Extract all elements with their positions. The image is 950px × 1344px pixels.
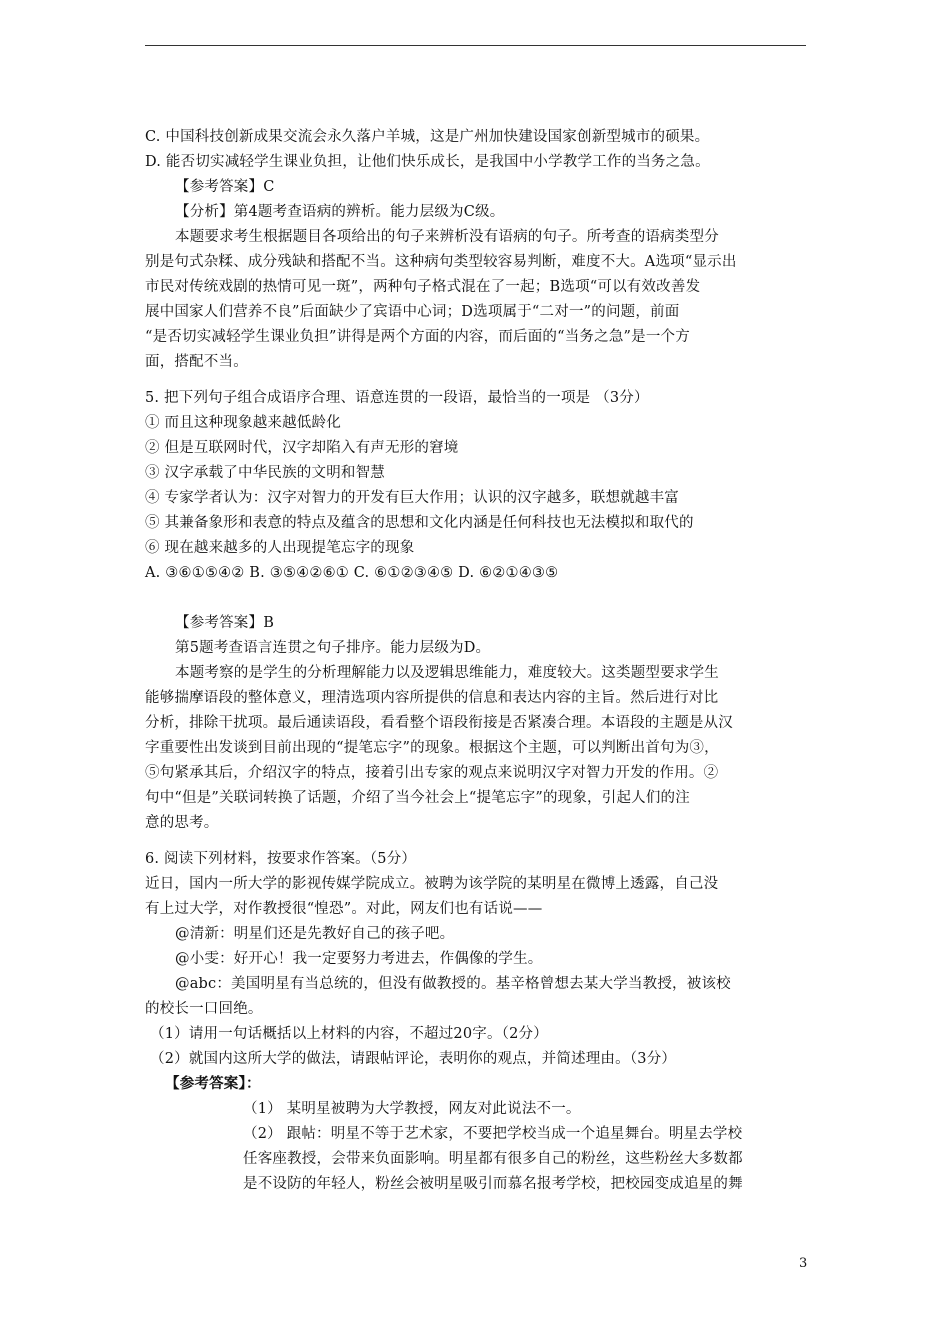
- text-line: ④ 专家学者认为：汉字对智力的开发有巨大作用；认识的汉字越多，联想就越丰富: [145, 490, 680, 506]
- text-line: （1）请用一句话概括以上材料的内容，不超过20字。（2分）: [150, 1026, 548, 1042]
- text-line: 的校长一口回绝。: [145, 1001, 263, 1017]
- text-line: 意的思考。: [145, 815, 219, 831]
- text-line: ② 但是互联网时代，汉字却陷入有声无形的窘境: [145, 440, 459, 456]
- text-line: D. 能否切实减轻学生课业负担，让他们快乐成长，是我国中小学教学工作的当务之急。: [145, 154, 710, 170]
- text-line: ① 而且这种现象越来越低龄化: [145, 415, 341, 431]
- text-line: 字重要性出发谈到目前出现的“提笔忘字”的现象。根据这个主题，可以判断出首句为③，: [145, 740, 719, 756]
- text-line: 【参考答案】C: [175, 179, 275, 195]
- text-line: ⑤ 其兼备象形和表意的特点及蕴含的思想和文化内涵是任何科技也无法模拟和取代的: [145, 515, 694, 531]
- text-line: @清新：明星们还是先教好自己的孩子吧。: [175, 926, 455, 942]
- text-line: 近日，国内一所大学的影视传媒学院成立。被聘为该学院的某明星在微博上透露，自己没: [145, 876, 719, 892]
- page-number: 3: [799, 1256, 808, 1271]
- text-line: 【参考答案】B: [175, 615, 275, 631]
- text-line: 是不设防的年轻人，粉丝会被明星吸引而慕名报考学校，把校园变成追星的舞: [243, 1176, 743, 1192]
- text-line: 本题要求考生根据题目各项给出的句子来辨析没有语病的句子。所考查的语病类型分: [175, 229, 719, 245]
- text-line: ⑥ 现在越来越多的人出现提笔忘字的现象: [145, 540, 415, 556]
- text-line: C. 中国科技创新成果交流会永久落户羊城，这是广州加快建设国家创新型城市的硕果。: [145, 129, 710, 145]
- text-line: 句中“但是”关联词转换了话题，介绍了当今社会上“提笔忘字”的现象，引起人们的注: [145, 790, 690, 806]
- header-rule: [145, 45, 806, 46]
- text-line: 分析，排除干扰项。最后通读语段，看看整个语段衔接是否紧凑合理。本语段的主题是从汉: [145, 715, 733, 731]
- text-line: 第5题考查语言连贯之句子排序。能力层级为D。: [175, 640, 491, 656]
- text-line: 【分析】第4题考查语病的辨析。能力层级为C级。: [175, 204, 505, 220]
- text-line: ⑤句紧承其后，介绍汉字的特点，接着引出专家的观点来说明汉字对智力开发的作用。②: [145, 765, 719, 781]
- text-line: 面，搭配不当。: [145, 354, 248, 370]
- text-line: 6. 阅读下列材料，按要求作答案。（5分）: [145, 851, 417, 867]
- text-line: （2） 跟帖：明星不等于艺术家，不要把学校当成一个追星舞台。明星去学校: [243, 1126, 743, 1142]
- text-line: A. ③⑥①⑤④② B. ③⑤④②⑥① C. ⑥①②③④⑤ D. ⑥②①④③⑤: [145, 565, 559, 581]
- text-line: 别是句式杂糅、成分残缺和搭配不当。这种病句类型较容易判断，难度不大。A选项“显示出: [145, 254, 737, 270]
- text-line: @小雯：好开心！我一定要努力考进去，作偶像的学生。: [175, 951, 543, 967]
- text-line: 市民对传统戏剧的热情可见一斑”，两种句子格式混在了一起；B选项“可以有效改善发: [145, 279, 701, 295]
- text-line: 5. 把下列句子组合成语序合理、语意连贯的一段语，最恰当的一项是 （3分）: [145, 390, 649, 406]
- text-line: 展中国家人们营养不良”后面缺少了宾语中心词；D选项属于“二对一”的问题，前面: [145, 304, 680, 320]
- text-line: （1） 某明星被聘为大学教授，网友对此说法不一。: [243, 1101, 581, 1117]
- text-line: （2）就国内这所大学的做法，请跟帖评论，表明你的观点，并简述理由。（3分）: [150, 1051, 677, 1067]
- text-line: @abc：美国明星有当总统的，但没有做教授的。基辛格曾想去某大学当教授，被该校: [175, 976, 731, 992]
- text-line: “是否切实减轻学生课业负担”讲得是两个方面的内容，而后面的“当务之急”是一个方: [145, 329, 690, 345]
- text-line: 任客座教授，会带来负面影响。明星都有很多自己的粉丝，这些粉丝大多数都: [243, 1151, 743, 1167]
- text-line: 【参考答案】：: [165, 1075, 261, 1092]
- text-line: ③ 汉字承载了中华民族的文明和智慧: [145, 465, 386, 481]
- text-line: 能够揣摩语段的整体意义，理清选项内容所提供的信息和表达内容的主旨。然后进行对比: [145, 690, 719, 706]
- text-line: 有上过大学，对作教授很“惶恐”。对此，网友们也有话说——: [145, 901, 543, 917]
- text-line: 本题考察的是学生的分析理解能力以及逻辑思维能力，难度较大。这类题型要求学生: [175, 665, 719, 681]
